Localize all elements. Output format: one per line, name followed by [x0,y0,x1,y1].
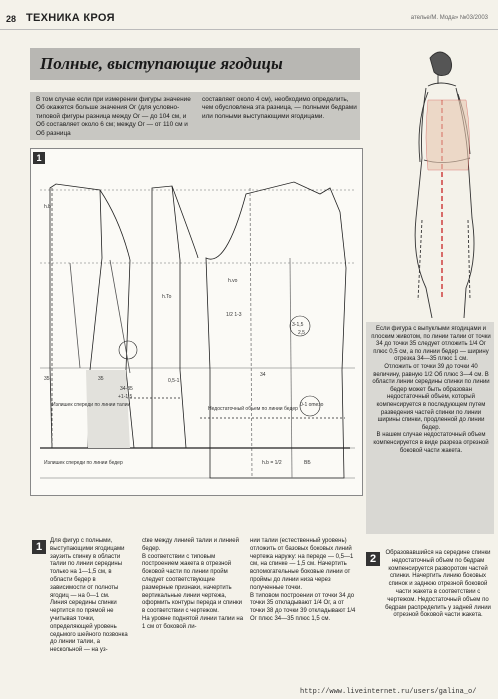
bottom-text-col3: нии талии (естественный уровень) отложить от базовых боковых линий чертежа наружу: на переде — 0,5—1 см, на спинке — 1,5 см. Начертить вспомогательные боковые линии от проймы до линии низа через полученные точки. В типовом построении от точки 34 до точки 35 откладывают 1/4 Ог, а от точки 38 до точки 39 откладывают 1/4 Ог плюс 34—35 плюс 1,5 см. [250,538,356,622]
publication-info: ателье/М. Мода» №03/2003 [410,15,488,21]
section-title: ТЕХНИКА КРОЯ [26,12,115,24]
page-title: Полные, выступающие ягодицы [40,54,283,73]
side-text: Если фигура с выпуклыми ягодицами и плоским животом, по линии талии от точки 34 до точки 35 следует отложить 1/4 Ог плюс 0,5 см, а по линии бедер — ширину отрезка 34—35 плюс 1 см. Отложить от точки 39 до точки 40 величину, равную 1/2 Об плюс 3—4 см. В области линии середины спинки по линии бедер может быть образован недостаточный объем, который компенсируется в последующем путем разведения частей спинки по линии ширины спинки, продленной до линии бедер. В нашем случае недостаточный объем компенсируется в виде разреза отрезной боковой части жакета. [371,326,491,454]
label-1-2-3: 1/2 1-3 [226,312,242,318]
source-url: http://www.liveinternet.ru/users/galina_o/ [300,688,477,696]
label-hb-half: h.b = 1/2 [262,460,282,466]
bottom-text-col2: сtке между линией талии и линией бедер. В соответствии с типовым построением жакета в отрезной боковой части по линии пройм следует соответствующие размерные признаки, начертить вертикальные линии чертежа, оформить контуры переда и спинки в соответствии с чертежом. На уровне поднятой линии талии на 1 см от боковой ли- [142,538,244,630]
intro-text-col1: В том случае если при измерении фигуры значение Об окажется больше значения Ог (для условно-типовой фигуры разница между Ог — до 104 см, и Об составляет около 6 см; между Ог — от 110 см и Об разница [36,96,191,137]
label-35-left: 35 [44,376,50,382]
label-nedostatochny: Недостаточный объем по линии бедер [208,406,298,412]
bottom-text-col1: Для фигур с полными, выступающими ягодицами заузить спинку в области талии по линии середины только на 1—1,5 см, в области бедер в зависимости от полноты ягодиц — на 0—1 см. Линия середины спинки чертится по прямой не учитывая точки, определяющей уровень седьмого шейного позвонка до линии талии, а нескольной — на уз- [50,538,128,654]
label-2-5: 2,5 [298,330,305,336]
label-izlishek-talii: Излишек спереди по линии талии [52,402,131,408]
label-plus-1-1-5: +1-1,5 [118,394,133,400]
page-number: 28 [6,14,17,24]
label-34-right: 34 [260,372,266,378]
label-3-1-5: 3-1,5 [292,322,304,328]
pattern-drawing [30,148,363,496]
label-hto: h.To [162,294,172,300]
label-hb: h.b [44,204,51,210]
label-hvo: h.vo [228,278,238,284]
label-0-1-omezo: 0-1 omeзо [300,402,324,408]
intro-text-col2: составляет около 4 см), необходимо определить, чем обусловлена эта разница, — полными бедрами или полными выступающими ягодицами. [202,96,357,120]
figure-badge: 1 [33,152,45,164]
bottom-text-col4: Образовавшийся на середине спинки недостаточный объем по бедрам компенсируется разворотом частей спинки. Начертить линию боковых спинок и заднюю отрезной боковой части жакета в соответствии с чертежом. Недостаточный объем по бедрам распределить у задней линии отрезной боковой части жакета. [385,550,491,619]
step-badge-1: 1 [32,540,46,554]
label-34-35: 34-35 [120,386,133,392]
label-0-5-1: 0,5-1 [168,378,180,384]
label-izlishek-bedra: Излишек спереди по линии бедер [44,460,123,466]
label-35: 35 [98,376,104,382]
step-badge-2: 2 [366,552,380,566]
label-vb: ВБ [304,460,311,466]
woman-figure-illustration [368,40,494,318]
